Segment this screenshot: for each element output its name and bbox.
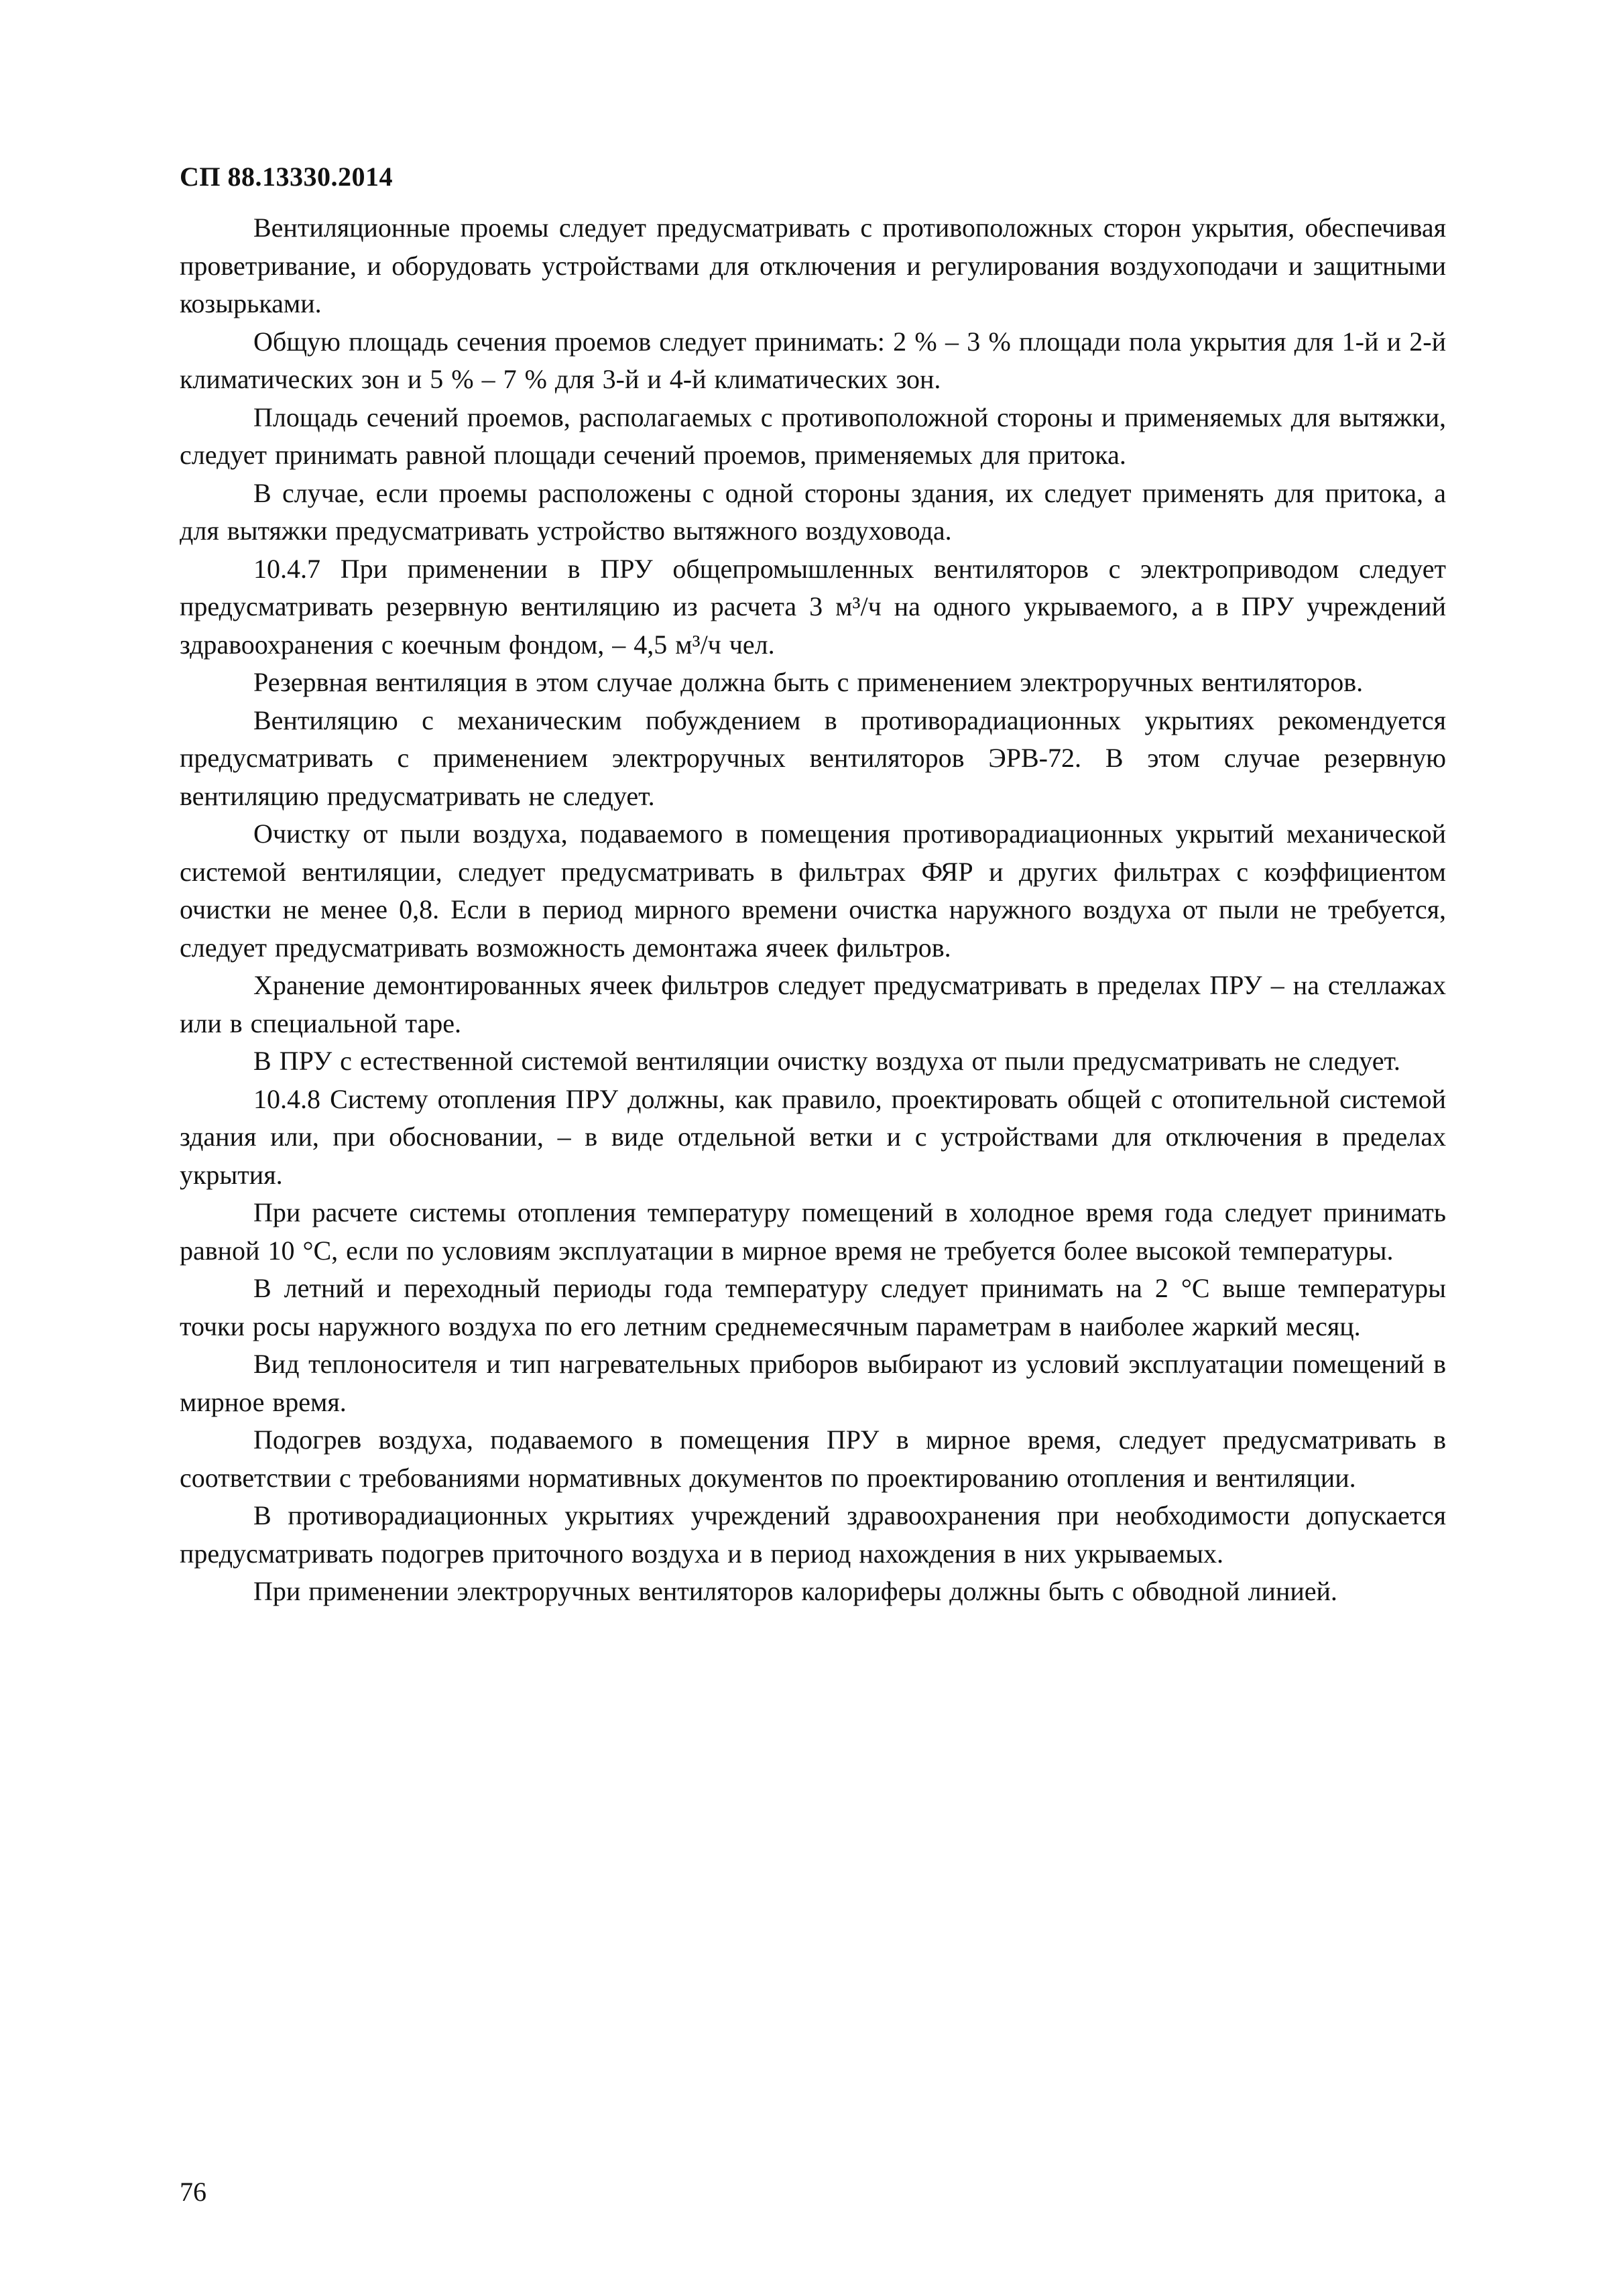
paragraph: Вентиляционные проемы следует предусматривать с противоположных сторон укрытия, обеспечивая проветривание, и оборудовать устройствами для отключения и регулирования воздухоподачи и защитными козырьками.	[180, 213, 1446, 318]
paragraph: При расчете системы отопления температуру помещений в холодное время года следует принимать равной 10 °С, если по условиям эксплуатации в мирное время не требуется более высокой температуры.	[180, 1197, 1446, 1266]
paragraph: В противорадиационных укрытиях учреждений здравоохранения при необходимости допускается предусматривать подогрев приточного воздуха и в период нахождения в них укрываемых.	[180, 1500, 1446, 1569]
paragraph: Вид теплоносителя и тип нагревательных приборов выбирают из условий эксплуатации помещений в мирное время.	[180, 1349, 1446, 1417]
page-number: 76	[180, 2177, 206, 2207]
paragraph: Общую площадь сечения проемов следует принимать: 2 % – 3 % площади пола укрытия для 1-й и 2-й климатических зон и 5 % – 7 % для 3-й и 4-й климатических зон.	[180, 326, 1446, 394]
paragraph: В летний и переходный периоды года температуру следует принимать на 2 °С выше температуры точки росы наружного воздуха по его летним среднемесячным параметрам в наиболее жаркий месяц.	[180, 1273, 1446, 1341]
document-code-header: СП 88.13330.2014	[180, 162, 393, 192]
paragraph: 10.4.8 Систему отопления ПРУ должны, как правило, проектировать общей с отопительной системой здания или, при обосновании, – в виде отдельной ветки и с устройствами для отключения в пределах укрытия.	[180, 1083, 1446, 1190]
paragraph: Резервная вентиляция в этом случае должна быть с применением электроручных вентиляторов.	[253, 667, 1364, 697]
paragraph: В случае, если проемы расположены с одной стороны здания, их следует применять для притока, а для вытяжки предусматривать устройство вытяжного воздуховода.	[180, 477, 1446, 546]
paragraph: Очистку от пыли воздуха, подаваемого в помещения противорадиационных укрытий механической системой вентиляции, следует предусматривать в фильтрах ФЯР и других фильтрах с коэффициентом очистки не менее 0,8. Если в период мирного времени очистка наружного воздуха от пыли не требуется, следует предусматривать возможность демонтажа ячеек фильтров.	[180, 819, 1446, 963]
paragraph: В ПРУ с естественной системой вентиляции очистку воздуха от пыли предусматривать не следует.	[253, 1046, 1400, 1076]
paragraph: При применении электроручных вентиляторов калориферы должны быть с обводной линией.	[253, 1576, 1337, 1606]
document-body	[180, 209, 1446, 1611]
paragraph: Вентиляцию с механическим побуждением в противорадиационных укрытиях рекомендуется предусматривать с применением электроручных вентиляторов ЭРВ-72. В этом случае резервную вентиляцию предусматривать не следует.	[180, 705, 1446, 811]
paragraph: Хранение демонтированных ячеек фильтров следует предусматривать в пределах ПРУ – на стеллажах или в специальной таре.	[180, 970, 1446, 1038]
paragraph: 10.4.7 При применении в ПРУ общепромышленных вентиляторов с электроприводом следует предусматривать резервную вентиляцию из расчета 3 м³/ч на одного укрываемого, а в ПРУ учреждений здравоохранения с коечным фондом, – 4,5 м³/ч чел.	[180, 553, 1446, 660]
paragraph: Площадь сечений проемов, располагаемых с противоположной стороны и применяемых для вытяжки, следует принимать равной площади сечений проемов, применяемых для притока.	[180, 402, 1446, 470]
paragraph: Подогрев воздуха, подаваемого в помещения ПРУ в мирное время, следует предусматривать в соответствии с требованиями нормативных документов по проектированию отопления и вентиляции.	[180, 1425, 1446, 1493]
